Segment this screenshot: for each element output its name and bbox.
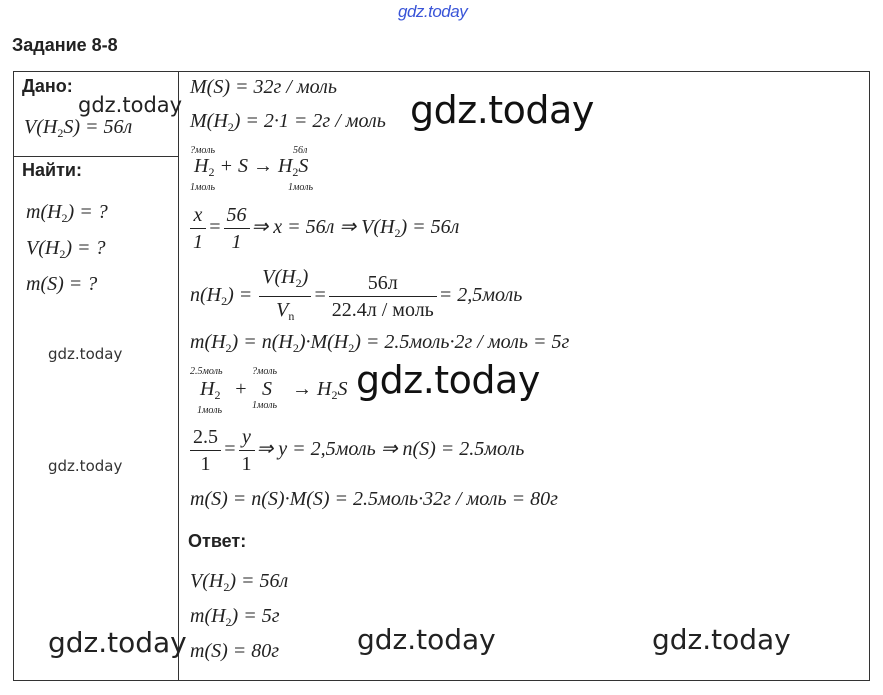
task-title: Задание 8-8 <box>12 35 118 55</box>
answer-mass-s: m(S) = 80г <box>190 640 280 662</box>
eq2-bottom-left: 1моль <box>197 405 223 416</box>
watermark: gdz.today <box>48 626 187 659</box>
reaction-equation-2-s: S <box>262 378 272 400</box>
eq2-top-left: 2.5моль <box>190 366 223 377</box>
find-item-volume-h2: $V(H_2)$ = ? <box>26 237 106 261</box>
eq1-top-left: ?моль <box>190 145 216 156</box>
site-header-logo[interactable]: gdz.today <box>398 2 468 21</box>
given-label: Дано: <box>22 76 73 96</box>
watermark: gdz.today <box>48 457 123 475</box>
column-divider <box>178 71 179 681</box>
given-find-divider <box>13 156 179 157</box>
find-item-mass-s: m(S) = ? <box>26 273 98 295</box>
reaction-equation-2-plus: + <box>234 378 248 400</box>
eq1-bottom-right: 1моль <box>288 182 314 193</box>
watermark: gdz.today <box>356 358 540 402</box>
given-volume: $V(H_2S) = 56л$ <box>24 116 133 140</box>
watermark: gdz.today <box>652 623 791 656</box>
moles-h2-calc: $n(H_2)$ = $\frac{V(H_2)}{V_n}$ = $\frac{56л}{\text{22.4л / моль}}$ = 2,5моль <box>190 266 523 323</box>
molar-mass-s: M(S) = 32г / моль <box>190 76 337 98</box>
mass-h2-calc: $m(H_2) = n(H_2)\cdot M(H_2)$ = 2.5моль·2г / моль = 5г <box>190 331 570 355</box>
watermark: gdz.today <box>48 345 123 363</box>
find-label: Найти: <box>22 160 82 180</box>
proportion-2: $\frac{2.5}{1}$ = $\frac{y}{1}$ ⇒ y = 2,5моль ⇒ n(S) = 2.5моль <box>188 425 524 476</box>
reaction-equation-1: $H_2 + S \to H_2S$ <box>194 155 309 179</box>
answer-label: Ответ: <box>188 531 247 551</box>
molar-mass-h2: $M(H_2) = 2\cdot 1 = 2г$ / моль <box>190 110 386 134</box>
mass-s-calc: m(S) = n(S)·M(S) = 2.5моль·32г / моль = 80г <box>190 488 558 510</box>
watermark: gdz.today <box>78 93 183 117</box>
answer-volume-h2: $V(H_2) = 56л$ <box>190 570 289 594</box>
reaction-equation-2-product: → $H_2S$ <box>292 378 348 402</box>
eq2-bottom-right: 1моль <box>252 400 278 411</box>
watermark: gdz.today <box>357 623 496 656</box>
proportion-1: $\frac{x}{1}$ = $\frac{56}{1}$ ⇒ x = 56л ⇒ $V(H_2) = 56л$ <box>188 203 459 254</box>
find-item-mass-h2: $m(H_2)$ = ? <box>26 201 108 225</box>
eq1-bottom-left: 1моль <box>190 182 216 193</box>
reaction-equation-2-h2: $H_2$ <box>200 378 221 402</box>
eq2-top-right: ?моль <box>252 366 278 377</box>
eq1-top-right: 56л <box>293 145 308 156</box>
answer-mass-h2: $m(H_2) = 5г$ <box>190 605 280 629</box>
watermark: gdz.today <box>410 88 594 132</box>
